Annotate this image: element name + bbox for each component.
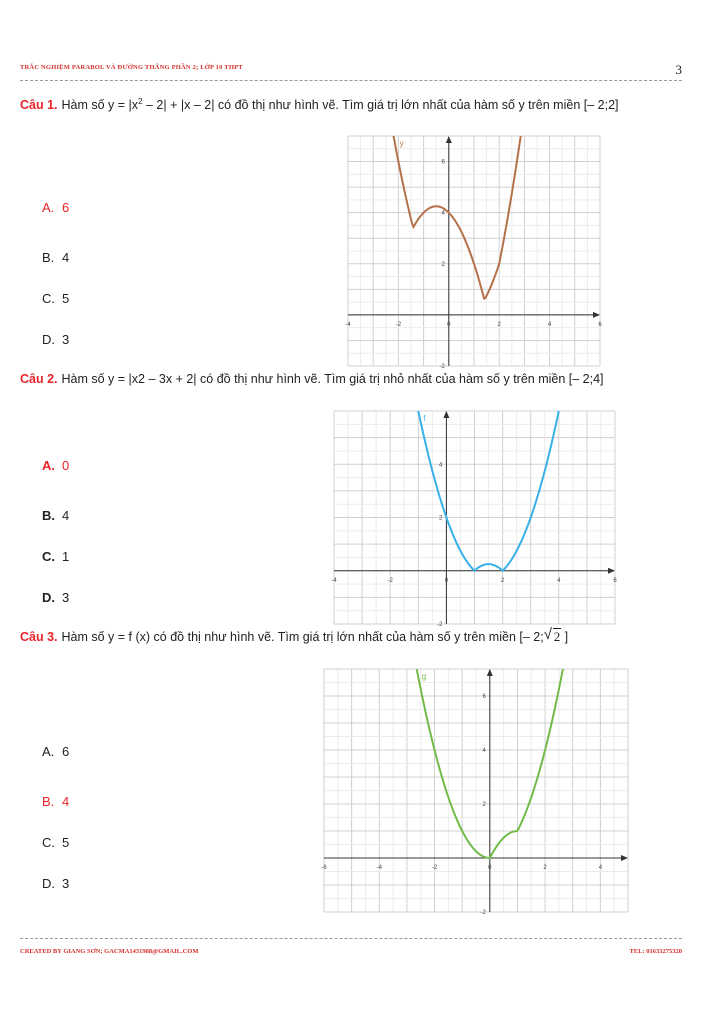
x-tick-label: 4: [547, 321, 552, 328]
option-letter: B.: [42, 508, 55, 523]
option-letter: B.: [42, 794, 55, 809]
x-axis-arrow: [593, 312, 600, 318]
option-letter: B.: [42, 250, 55, 265]
question-3-text-b: ]: [561, 630, 569, 644]
q1-graph-svg: [345, 136, 602, 370]
option-value: 3: [62, 876, 70, 891]
q2-option-a[interactable]: [42, 458, 69, 473]
option-value: 4: [62, 508, 70, 523]
x-tick-label: 2: [500, 577, 505, 584]
footer-phone: TEL: 01633275320: [629, 948, 682, 955]
option-letter: C.: [42, 549, 55, 564]
question-3-text-a: Hàm số y = f (x) có đồ thị như hình vẽ. Tìm giá trị lớn nhất của hàm số y trên miền [– 2;: [61, 630, 544, 644]
option-letter: A.: [42, 200, 55, 215]
curve-label: g: [421, 672, 427, 681]
x-tick-label: -4: [345, 321, 351, 328]
x-tick-label: 0: [444, 577, 449, 584]
curve-label: y: [399, 139, 404, 148]
radical-sign: √: [543, 626, 552, 643]
option-letter: D.: [42, 876, 55, 891]
option-value: 0: [62, 458, 70, 473]
x-tick-label: 6: [598, 321, 602, 328]
option-value: 6: [62, 200, 70, 215]
q3-graph-svg: [321, 669, 628, 916]
y-tick-label: 6: [441, 159, 445, 166]
option-value: 6: [62, 744, 70, 759]
x-axis-arrow: [608, 568, 615, 574]
x-tick-label: 2: [497, 321, 501, 328]
question-1-text: [20, 97, 619, 112]
y-tick-label: -2: [437, 622, 443, 628]
y-tick-label: 4: [441, 210, 445, 217]
x-tick-label: -2: [431, 865, 438, 871]
option-value: 4: [62, 250, 70, 265]
question-2-text: [20, 372, 604, 386]
question-3-text: [20, 626, 569, 645]
option-letter: C.: [42, 291, 55, 306]
x-tick-label: -2: [387, 577, 393, 584]
option-letter: C.: [42, 835, 55, 850]
option-value: 5: [62, 291, 70, 306]
page-footer: [20, 938, 682, 955]
q3-option-b[interactable]: [42, 794, 69, 809]
q1-option-c[interactable]: [42, 291, 69, 306]
q3-option-a[interactable]: [42, 744, 69, 759]
y-tick-label: 2: [439, 515, 443, 522]
question-2-text-body: Hàm số y = |x2 – 3x + 2| có đồ thị như hình vẽ. Tìm giá trị nhỏ nhất của hàm số y trên miền [– 2;4]: [61, 372, 604, 386]
option-letter: D.: [42, 590, 55, 605]
option-value: 4: [62, 794, 70, 809]
question-1-text-b: – 2| + |x – 2| có đồ thị như hình vẽ. Tìm giá trị lớn nhất của hàm số y trên miền [– 2;2]: [142, 98, 619, 113]
q3-graph: [321, 669, 628, 916]
curve-label: f: [423, 414, 426, 423]
y-tick-label: 2: [482, 802, 486, 808]
x-tick-label: 4: [598, 865, 603, 871]
y-axis-arrow: [446, 136, 452, 143]
x-axis-arrow: [621, 855, 628, 861]
x-tick-label: -4: [376, 865, 382, 871]
y-tick-label: -2: [439, 364, 445, 370]
option-value: 3: [62, 332, 70, 347]
y-tick-label: 4: [439, 462, 443, 469]
q1-option-b[interactable]: [42, 250, 69, 265]
y-axis-arrow: [443, 411, 449, 418]
question-3-number: Câu 3.: [20, 630, 58, 644]
footer-author: CREATED BY GIANG SƠN; GACMA1431988@GMAIL.COM: [20, 948, 199, 955]
question-1-number: Câu 1.: [20, 98, 58, 113]
sqrt-expression: [543, 626, 562, 645]
option-value: 5: [62, 835, 70, 850]
q2-option-d[interactable]: [42, 590, 69, 605]
y-tick-label: 2: [441, 261, 445, 268]
page-header: [20, 64, 682, 84]
question-1-exponent: 2: [138, 97, 143, 106]
q3-option-d[interactable]: [42, 876, 69, 891]
q1-option-a[interactable]: [42, 200, 69, 215]
q2-graph: [331, 411, 617, 628]
x-tick-label: 0: [488, 865, 492, 871]
q3-option-c[interactable]: [42, 835, 69, 850]
q2-option-c[interactable]: [42, 549, 69, 564]
y-tick-label: -2: [480, 910, 486, 916]
page-number: 3: [675, 62, 682, 77]
question-2-number: Câu 2.: [20, 372, 58, 386]
option-value: 3: [62, 590, 70, 605]
option-letter: A.: [42, 744, 55, 759]
y-tick-label: 6: [482, 694, 486, 700]
q2-graph-svg: [331, 411, 617, 628]
x-tick-label: 0: [447, 321, 451, 328]
option-letter: D.: [42, 332, 55, 347]
option-letter: A.: [42, 458, 55, 473]
y-tick-label: 4: [482, 748, 486, 754]
x-tick-label: 6: [613, 577, 617, 584]
footer-divider: [20, 938, 682, 939]
x-tick-label: 2: [543, 865, 547, 871]
header-title: TRẮC NGHIỆM PARABOL VÀ ĐƯỜNG THẲNG PHẦN 2; LỚP 10 THPT: [20, 64, 243, 71]
q1-graph: [345, 136, 602, 370]
x-tick-label: 4: [557, 577, 561, 584]
q2-option-b[interactable]: [42, 508, 69, 523]
x-tick-label: -4: [331, 577, 337, 584]
x-tick-label: -2: [395, 321, 402, 328]
question-1-text-a: Hàm số y = |x: [61, 98, 139, 113]
y-axis-arrow: [487, 669, 493, 676]
option-value: 1: [62, 549, 70, 564]
q1-option-d[interactable]: [42, 332, 69, 347]
header-divider: [20, 80, 682, 81]
radical-argument: 2: [553, 629, 561, 644]
x-tick-label: -6: [321, 865, 327, 871]
